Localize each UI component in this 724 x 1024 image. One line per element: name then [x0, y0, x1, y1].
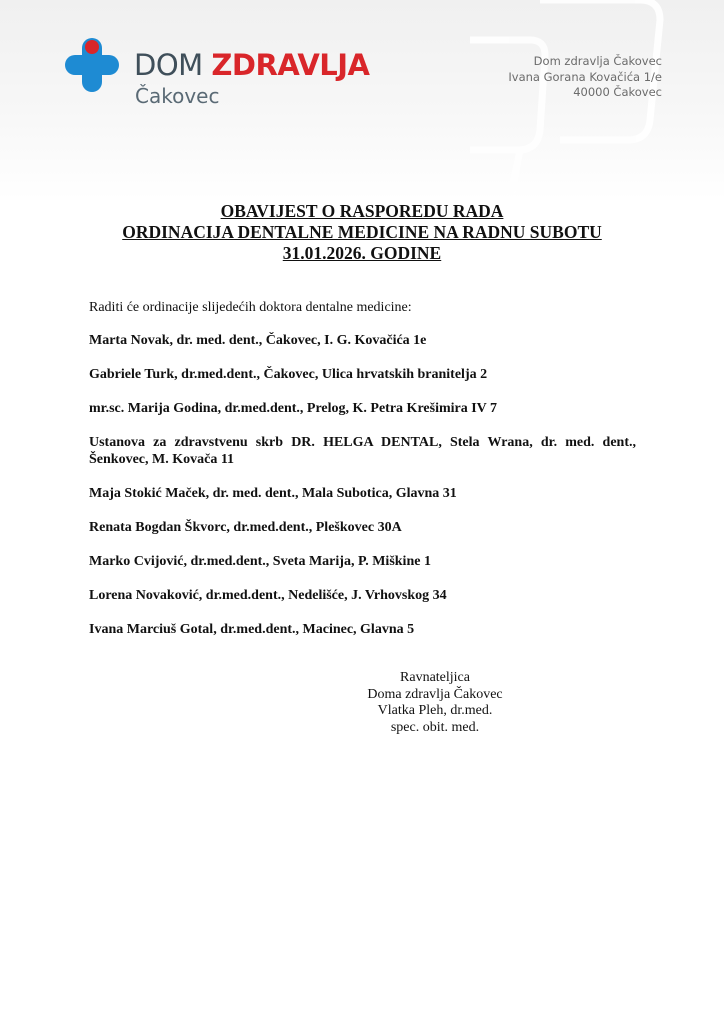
- address-line: 40000 Čakovec: [573, 85, 662, 99]
- doctor-entry: Marta Novak, dr. med. dent., Čakovec, I. G. Kovačića 1e: [89, 333, 427, 348]
- logo-title: [134, 49, 369, 81]
- title-line: ORDINACIJA DENTALNE MEDICINE NA RADNU SUBOTU: [122, 222, 602, 242]
- cross-logo-icon: [64, 36, 120, 94]
- signature-block: [300, 670, 570, 736]
- logo-word-zdravlja: ZDRAVLJA: [211, 48, 370, 82]
- doctor-entry: Gabriele Turk, dr.med.dent., Čakovec, Ulica hrvatskih branitelja 2: [89, 367, 488, 382]
- doctor-entry: mr.sc. Marija Godina, dr.med.dent., Prelog, K. Petra Krešimira IV 7: [89, 401, 498, 416]
- doctor-entry: Maja Stokić Maček, dr. med. dent., Mala Subotica, Glavna 31: [89, 486, 457, 501]
- signature-line: Doma zdravlja Čakovec: [367, 686, 503, 702]
- signature-line: spec. obit. med.: [390, 719, 480, 735]
- doctor-entry: Renata Bogdan Škvorc, dr.med.dent., Pleškovec 30A: [89, 520, 402, 535]
- doctor-entry: Ustanova za zdravstvenu skrb DR. HELGA DENTAL, Stela Wrana, dr. med. dent., Šenkovec, M. Kovača 11: [89, 435, 636, 467]
- doctor-entry: Ivana Marciuš Gotal, dr.med.dent., Macinec, Glavna 5: [89, 622, 415, 637]
- logo-city: Čakovec: [135, 84, 220, 108]
- doctor-entry: Marko Cvijović, dr.med.dent., Sveta Marija, P. Miškine 1: [89, 554, 431, 569]
- title-line: 31.01.2026. GODINE: [282, 243, 442, 263]
- notice-body: [89, 299, 636, 655]
- notice-title: [0, 201, 724, 264]
- logo-word-dom: DOM: [134, 48, 203, 82]
- title-line: OBAVIJEST O RASPOREDU RADA: [220, 201, 504, 221]
- intro-text: Raditi će ordinacije slijedećih doktora dentalne medicine:: [89, 300, 412, 315]
- signature-line: Ravnateljica: [400, 670, 470, 685]
- address-line: Dom zdravlja Čakovec: [533, 54, 662, 68]
- doctor-entry: Lorena Novaković, dr.med.dent., Nedelišće, J. Vrhovskog 34: [89, 588, 447, 603]
- address-block: [508, 54, 662, 101]
- signature-line: Vlatka Pleh, dr.med.: [377, 703, 493, 718]
- address-line: Ivana Gorana Kovačića 1/e: [508, 69, 662, 84]
